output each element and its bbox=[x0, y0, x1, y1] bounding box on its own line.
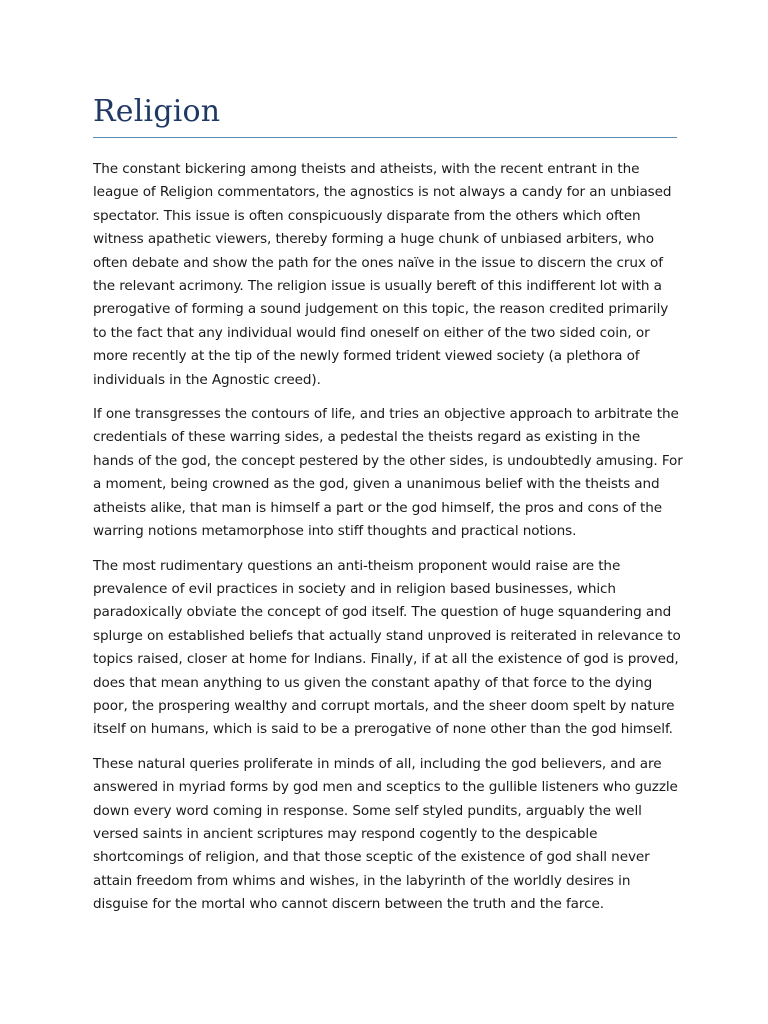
paragraph-3: The most rudimentary questions an anti-theism proponent would raise are the prevalence of evil practices in society and in religion based businesses, which paradoxically obviate the concept of god itself. The question of huge squandering and splurge on established beliefs that actually stand unproved is reiterated in relevance to topics raised, closer at home for Indians. Finally, if at all the existence of god is proved, does that mean anything to us given the constant apathy of that force to the dying poor, the prospering wealthy and corrupt mortals, and the sheer doom spelt by nature itself on humans, which is said to be a prerogative of none other than the god himself. bbox=[93, 557, 681, 738]
paragraph-4: These natural queries proliferate in minds of all, including the god believers, and are answered in myriad forms by god men and sceptics to the gullible listeners who guzzle down every word coming in response. Some self styled pundits, arguably the well versed saints in ancient scriptures may respond cogently to the despicable shortcomings of religion, and that those sceptic of the existence of god shall never attain freedom from whims and wishes, in the labyrinth of the worldly desires in disguise for the mortal who cannot discern between the truth and the farce. bbox=[93, 755, 678, 913]
page-title: Religion bbox=[93, 94, 221, 129]
paragraph-2: If one transgresses the contours of life, and tries an objective approach to arbitrate the credentials of these warring sides, a pedestal the theists regard as existing in the hands of the god, the concept pestered by the other sides, is undoubtedly amusing. For a moment, being crowned as the god, given a unanimous belief with the theists and atheists alike, that man is himself a part or the god himself, the pros and cons of the warring notions metamorphose into stiff thoughts and practical notions. bbox=[93, 406, 683, 540]
paragraph-1: The constant bickering among theists and atheists, with the recent entrant in the league of Religion commentators, the agnostics is not always a candy for an unbiased spectator. This issue is often conspicuously disparate from the others which often witness apathetic viewers, thereby forming a huge chunk of unbiased arbiters, who often debate and show the path for the ones naïve in the issue to discern the crux of the relevant acrimony. The religion issue is usually bereft of this indifferent lot with a prerogative of forming a sound judgement on this topic, the reason credited primarily to the fact that any individual would find oneself on either of the two sided coin, or more recently at the tip of the newly formed trident viewed society (a plethora of individuals in the Agnostic creed). bbox=[93, 161, 672, 388]
document-body bbox=[93, 158, 683, 928]
title-underline bbox=[93, 137, 677, 138]
